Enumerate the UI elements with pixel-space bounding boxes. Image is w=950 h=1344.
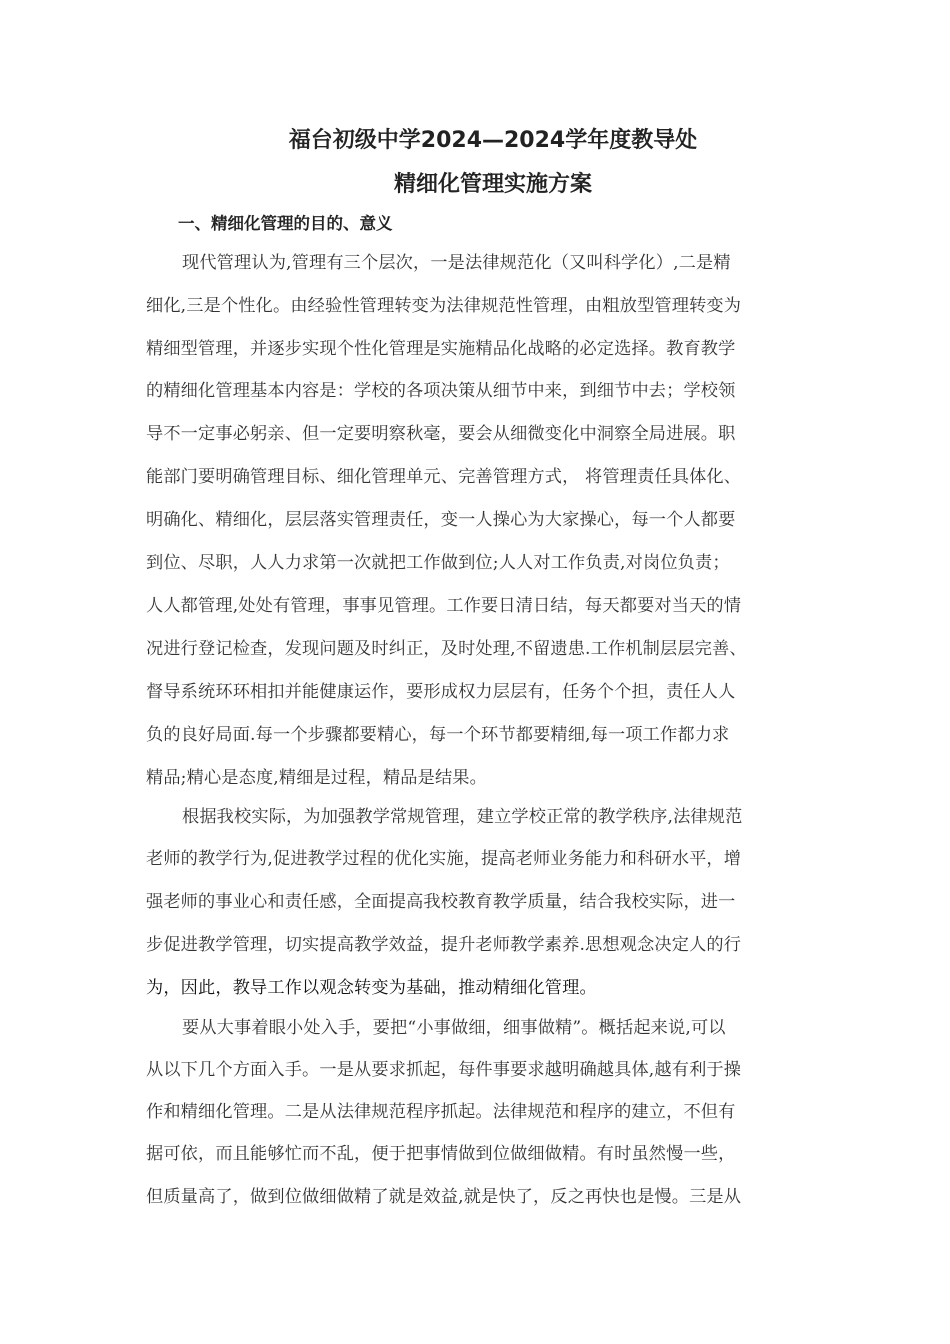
paragraph-line: 现代管理认为,管理有三个层次，一是法律规范化（又叫科学化）,二是精 bbox=[182, 253, 731, 273]
paragraph-line: 精品;精心是态度,精细是过程，精品是结果。 bbox=[146, 768, 487, 788]
paragraph-line: 人人都管理,处处有管理，事事见管理。工作要日清日结，每天都要对当天的情 bbox=[146, 596, 742, 616]
paragraph-line: 的精细化管理基本内容是：学校的各项决策从细节中来，到细节中去；学校领 bbox=[146, 381, 736, 401]
paragraph-line: 到位、尽职，人人力求第一次就把工作做到位;人人对工作负责,对岗位负责； bbox=[146, 553, 730, 573]
paragraph-line: 步促进教学管理，切实提高教学效益，提升老师教学素养.思想观念决定人的行 bbox=[146, 935, 742, 955]
paragraph-line: 根据我校实际，为加强教学常规管理，建立学校正常的教学秩序,法律规范 bbox=[182, 807, 743, 827]
document-title-line-2: 精细化管理实施方案 bbox=[393, 172, 592, 197]
section-heading: 一、精细化管理的目的、意义 bbox=[178, 214, 393, 233]
paragraph-line: 从以下几个方面入手。一是从要求抓起，每件事要求越明确越具体,越有利于操 bbox=[146, 1060, 742, 1080]
paragraph-line: 导不一定事必躬亲、但一定要明察秋毫，要会从细微变化中洞察全局进展。职 bbox=[146, 424, 736, 444]
paragraph-line: 但质量高了，做到位做细做精了就是效益,就是快了，反之再快也是慢。三是从 bbox=[146, 1187, 742, 1207]
paragraph-line: 作和精细化管理。二是从法律规范程序抓起。法律规范和程序的建立，不但有 bbox=[146, 1102, 736, 1122]
paragraph-line: 为，因此，教导工作以观念转变为基础，推动精细化管理。 bbox=[146, 978, 597, 998]
paragraph-line: 老师的教学行为,促进教学过程的优化实施，提高老师业务能力和科研水平，增 bbox=[146, 849, 742, 869]
paragraph-line: 况进行登记检查，发现问题及时纠正，及时处理,不留遗患.工作机制层层完善、 bbox=[146, 639, 747, 659]
document-title-line-1: 福台初级中学2024—2024学年度教导处 bbox=[288, 128, 698, 153]
paragraph-line: 精细型管理，并逐步实现个性化管理是实施精品化战略的必定选择。教育教学 bbox=[146, 339, 736, 359]
paragraph-line: 要从大事着眼小处入手，要把“小事做细，细事做精”。概括起来说,可以 bbox=[182, 1018, 726, 1038]
paragraph-line: 督导系统环环相扣并能健康运作，要形成权力层层有，任务个个担，责任人人 bbox=[146, 682, 736, 702]
paragraph-line: 细化,三是个性化。由经验性管理转变为法律规范性管理，由粗放型管理转变为 bbox=[146, 296, 742, 316]
paragraph-line: 明确化、精细化，层层落实管理责任，变一人操心为大家操心，每一个人都要 bbox=[146, 510, 736, 530]
paragraph-line: 据可依，而且能够忙而不乱，便于把事情做到位做细做精。有时虽然慢一些， bbox=[146, 1144, 736, 1164]
paragraph-line: 强老师的事业心和责任感，全面提高我校教育教学质量，结合我校实际，进一 bbox=[146, 892, 736, 912]
paragraph-line: 能部门要明确管理目标、细化管理单元、完善管理方式， 将管理责任具体化、 bbox=[146, 467, 742, 487]
paragraph-line: 负的良好局面.每一个步骤都要精心，每一个环节都要精细,每一项工作都力求 bbox=[146, 725, 730, 745]
